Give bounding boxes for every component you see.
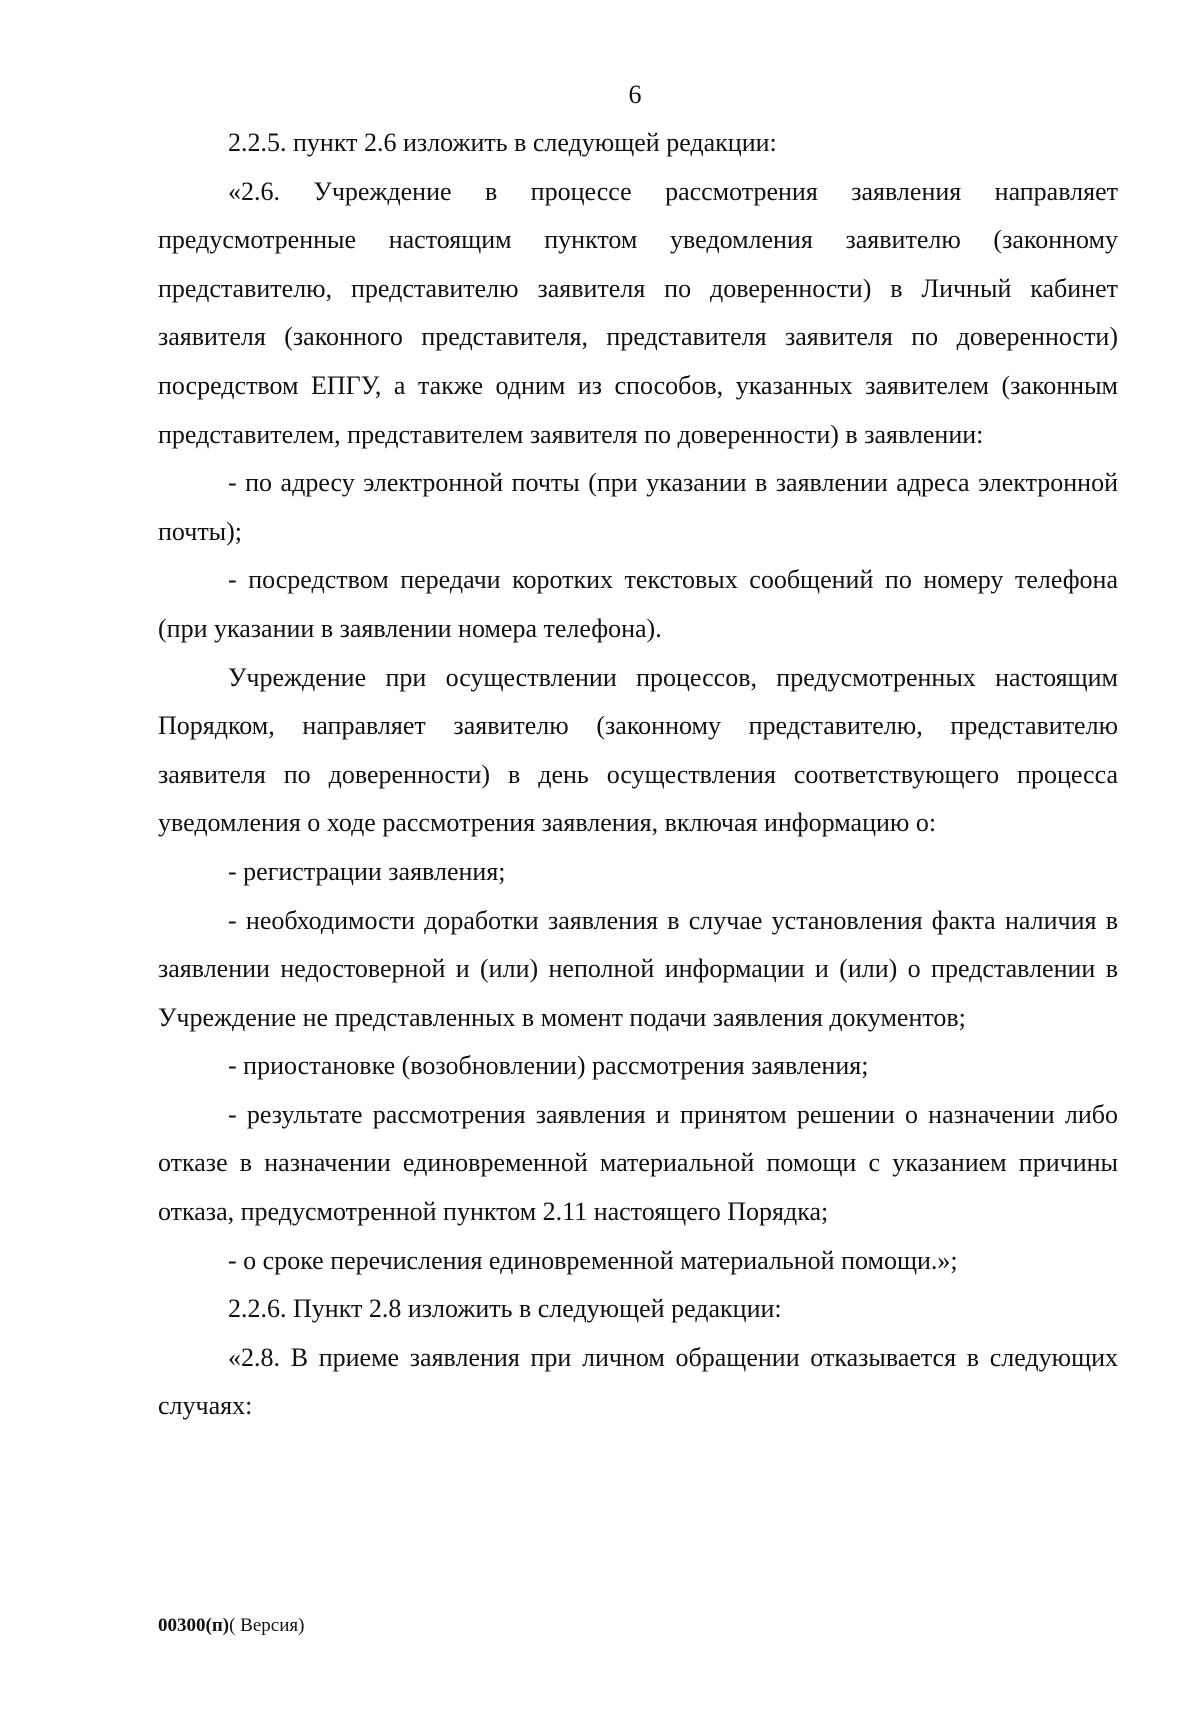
list-item-revision: - необходимости доработки заявления в случае установления факта наличия в заявлении недостоверной и (или) неполной информации и (или) о представлении в Учреждение не представленных в момент подачи заявления документов; (158, 905, 1118, 1032)
list-item-sms: - посредством передачи коротких текстовых сообщений по номеру телефона (при указании в заявлении номера телефона). (158, 565, 1118, 643)
list-item-result: - результате рассмотрения заявления и принятом решении о назначении либо отказе в назначении единовременной материальной помощи с указанием причины отказа, предусмотренной пунктом 2.11 настоящего Порядка; (158, 1099, 1118, 1227)
list-item-suspension: - приостановке (возобновлении) рассмотрения заявления; (228, 1051, 869, 1081)
paragraph-2-6: «2.6. Учреждение в процессе рассмотрения заявления направляет предусмотренные настоящим пунктом уведомления заявителю (законному представителю, представителю заявителя по доверенности) в Личный кабинет заявителя (законного представителя, представителя заявителя по доверенности) посредством ЕПГУ, а также одним из способов, указанных заявителем (законным представителем, представителем заявителя по доверенности) в заявлении: (158, 176, 1118, 449)
paragraph-2-8: «2.8. В приеме заявления при личном обращении отказывается в следующих случаях: (158, 1342, 1118, 1421)
paragraph-notifications: Учреждение при осуществлении процессов, предусмотренных настоящим Порядком, направляет заявителю (законному представителю, представителю заявителя по доверенности) в день осуществления соответствующего процесса уведомления о ходе рассмотрения заявления, включая информацию о: (158, 662, 1118, 838)
list-item-transfer-term: - о сроке перечисления единовременной материальной помощи.»; (228, 1245, 958, 1275)
paragraph-2-2-6: 2.2.6. Пункт 2.8 изложить в следующей редакции: (228, 1294, 782, 1324)
list-item-registration: - регистрации заявления; (228, 856, 506, 886)
document-body (158, 119, 1118, 1431)
page-number: 6 (628, 80, 642, 109)
document-version: ( Версия) (229, 1615, 305, 1636)
document-footer (158, 1614, 304, 1638)
list-item-email: - по адресу электронной почты (при указании в заявлении адреса электронной почты); (158, 468, 1118, 546)
paragraph-2-2-5: 2.2.5. пункт 2.6 изложить в следующей редакции: (228, 128, 777, 157)
document-code: 00300(п) (158, 1615, 230, 1636)
